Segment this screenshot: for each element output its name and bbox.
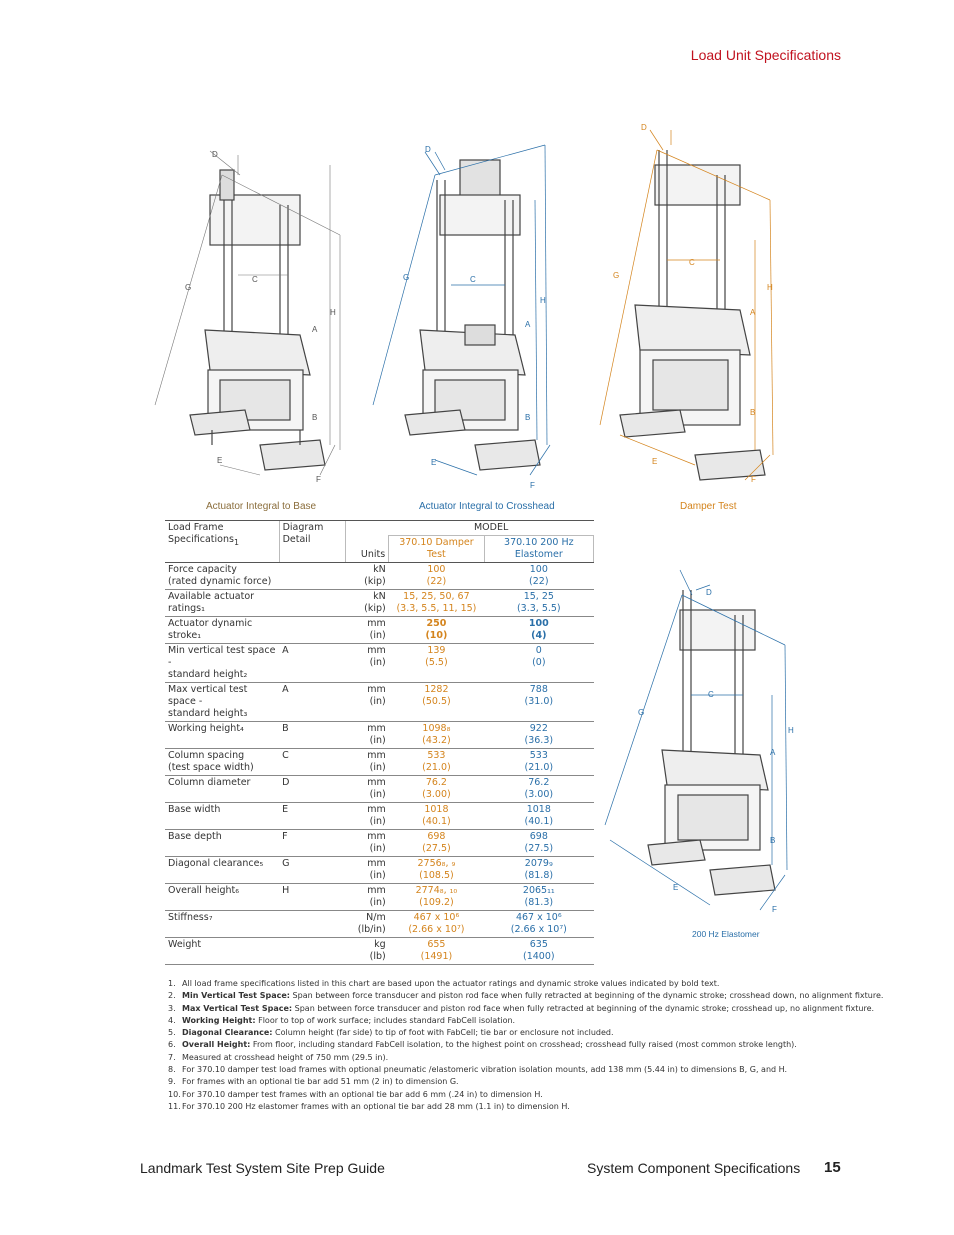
footnote-text: For frames with an optional tie bar add 51 mm (2 in) to dimension G. [182,1077,459,1087]
footnote-term: Min Vertical Test Space: [182,991,290,1001]
spec-cell [165,683,279,722]
frame-diagram-orange [595,120,795,495]
svg-text:C: C [689,258,695,267]
spec-cell [165,617,279,644]
damper-value-cell-line2: (3.00) [422,789,451,800]
table-row [165,617,594,644]
units-cell-line2: (in) [369,657,386,668]
elastomer-value-cell-line1: 100 [528,618,549,629]
elastomer-value-cell-line2: (1400) [523,951,555,962]
damper-value-cell [389,749,484,776]
footnote-number: 1. [168,979,176,988]
elastomer-value-cell-line1: 1018 [526,804,551,815]
diagram-cell-line1: H [282,885,290,896]
figure-actuator-integral-crosshead [365,140,565,495]
damper-value-cell-line1: 250 [426,618,447,629]
svg-text:A: A [750,308,756,317]
elastomer-value-cell-line1: 922 [529,723,548,734]
footnote-term: Working Height: [182,1015,256,1025]
units-cell [346,938,389,965]
damper-value-cell-line1: 76.2 [425,777,447,788]
damper-value-cell-line1: 100 [427,564,446,575]
svg-text:F: F [316,475,321,484]
elastomer-value-cell-line2: (36.3) [524,735,554,746]
svg-text:E: E [673,883,679,892]
units-cell [346,617,389,644]
diagram-cell [279,830,346,857]
table-row [165,590,594,617]
units-cell-line1: mm [367,831,386,842]
footnote [168,1076,808,1088]
svg-text:G: G [185,283,192,292]
footnote [168,1003,875,1015]
figure-200hz-elastomer [600,565,800,925]
spec-cell-line1: Base width [168,804,221,815]
damper-value-cell [389,644,484,683]
damper-value-cell-line1: 655 [427,939,446,950]
header-model: MODEL [389,521,594,536]
footnote [168,990,884,1002]
damper-value-cell-line2: (21.0) [422,762,451,773]
units-cell [346,749,389,776]
units-cell-line1: mm [367,858,386,869]
elastomer-value-cell-line2: (2.66 x 10⁷) [510,924,567,935]
units-cell-line1: mm [367,777,386,788]
units-cell-line2: (in) [369,870,386,881]
spec-cell-line2: (test space width) [168,762,254,773]
units-cell-line1: mm [367,723,386,734]
footnote-term: Diagonal Clearance: [182,1028,273,1038]
diagram-cell [279,749,346,776]
page-number: 15 [824,1159,841,1176]
svg-text:F: F [530,481,535,490]
spec-cell-line1: Diagonal clearance₅ [168,858,264,869]
footnote-text: All load frame specifications listed in this chart are based upon the actuator ratings and dynamic stroke values indicated by bold text. [182,979,720,988]
damper-value-cell-line1: 1282 [424,684,449,695]
svg-text:B: B [525,413,531,422]
elastomer-value-cell-line1: 2079₉ [524,858,553,869]
diagram-cell [279,857,346,884]
footnote-text: From floor, including standard FabCell isolation, to the highest point on crosshead; crosshead fully raised (most common stroke length). [250,1040,797,1050]
spec-cell [165,749,279,776]
units-cell-line2: (lb) [369,951,386,962]
elastomer-value-cell [484,803,593,830]
svg-text:H: H [767,283,773,292]
spec-cell [165,563,279,590]
damper-value-cell [389,563,484,590]
elastomer-value-cell-line1: 100 [529,564,548,575]
footnote [168,1052,808,1064]
damper-value-cell-line1: 2756₈, ₉ [417,858,456,869]
elastomer-value-cell-line1: 788 [529,684,548,695]
table-row [165,563,594,590]
units-cell [346,884,389,911]
damper-value-cell [389,911,484,938]
elastomer-value-cell [484,617,593,644]
diagram-cell-line1: B [282,723,289,734]
damper-value-cell-line1: 698 [427,831,446,842]
svg-text:H: H [330,308,336,317]
frame-diagram-blue [365,140,565,495]
units-cell-line2: (in) [369,735,386,746]
svg-text:E: E [652,457,658,466]
units-cell [346,857,389,884]
diagram-cell-line1: A [282,684,289,695]
caption-fig1: Actuator Integral to Base [206,501,317,512]
elastomer-value-cell [484,722,593,749]
units-cell [346,590,389,617]
units-cell [346,776,389,803]
spec-cell [165,911,279,938]
header-diagram: Diagram Detail [279,521,346,563]
spec-cell [165,884,279,911]
spec-cell-line2: (rated dynamic force) [168,576,272,587]
damper-value-cell [389,722,484,749]
header-damper: 370.10 Damper Test [389,536,484,563]
table-row [165,830,594,857]
table-row [165,884,594,911]
footnote-text: Measured at crosshead height of 750 mm (29.5 in). [182,1052,389,1062]
elastomer-value-cell-line2: (22) [529,576,549,587]
diagram-cell-line1: G [282,858,290,869]
elastomer-value-cell-line2: (3.00) [524,789,554,800]
damper-value-cell-line2: (5.5) [425,657,448,668]
diagram-cell-line1: A [282,645,289,656]
diagram-cell [279,617,346,644]
spec-cell-line1: Min vertical test space - [168,645,276,668]
spec-cell [165,830,279,857]
elastomer-value-cell-line2: (81.8) [524,870,554,881]
spec-cell [165,644,279,683]
svg-text:G: G [613,271,620,280]
caption-fig2: Actuator Integral to Crosshead [419,501,555,512]
spec-cell-line1: Overall height₆ [168,885,240,896]
header-elastomer: 370.10 200 Hz Elastomer [484,536,593,563]
footnote-term: Max Vertical Test Space: [182,1003,293,1013]
footnote-number: 2. [168,991,176,1001]
table-row [165,683,594,722]
svg-text:C: C [708,690,714,699]
footnote [168,1089,808,1101]
elastomer-value-cell [484,563,593,590]
footnote [168,1015,808,1027]
footnote [168,1039,808,1051]
header-units: Units [346,521,389,563]
table-row [165,776,594,803]
table-row [165,803,594,830]
footnote-text: Floor to top of work surface; includes standard FabCell isolation. [255,1015,516,1025]
spec-cell-line1: Stiffness₇ [168,912,213,923]
elastomer-value-cell [484,683,593,722]
elastomer-value-cell [484,776,593,803]
damper-value-cell-line2: (3.3, 5.5, 11, 15) [396,603,477,614]
spec-cell-line1: Actuator dynamic stroke₁ [168,618,253,641]
svg-text:B: B [770,836,776,845]
section-title: Load Unit Specifications [690,47,841,63]
damper-value-cell-line2: (40.1) [422,816,451,827]
units-cell-line2: (in) [369,630,386,641]
damper-value-cell [389,803,484,830]
diagram-cell [279,590,346,617]
spec-cell-line1: Working height₄ [168,723,244,734]
elastomer-value-cell-line1: 533 [529,750,548,761]
units-cell [346,830,389,857]
svg-text:H: H [788,726,794,735]
damper-value-cell-line2: (27.5) [422,843,451,854]
damper-value-cell [389,776,484,803]
damper-value-cell-line1: 139 [427,645,446,656]
elastomer-value-cell-line1: 635 [529,939,548,950]
units-cell-line1: kg [374,939,386,950]
diagram-cell-line1: E [282,804,289,815]
frame-diagram-gray [150,145,350,495]
diagram-cell-line1: C [282,750,289,761]
elastomer-value-cell [484,749,593,776]
damper-value-cell-line2: (1491) [420,951,453,962]
footnote-number: 8. [168,1065,176,1075]
footnote-text: Span between force transducer and piston rod face when fully retracted at beginning of the dynamic stroke; crosshead down, no alignment fixture. [290,991,884,1001]
diagram-cell [279,884,346,911]
figure-actuator-integral-base [150,145,350,495]
svg-text:H: H [540,296,546,305]
frame-diagram-elastomer [600,565,800,925]
damper-value-cell [389,617,484,644]
spec-cell-line1: Base depth [168,831,222,842]
svg-text:E: E [431,458,437,467]
elastomer-value-cell-line1: 698 [529,831,548,842]
table-row [165,749,594,776]
diagram-cell [279,776,346,803]
diagram-cell [279,563,346,590]
units-cell-line2: (in) [369,843,386,854]
damper-value-cell-line2: (22) [426,576,447,587]
svg-text:C: C [470,275,476,284]
elastomer-value-cell-line1: 76.2 [528,777,550,788]
elastomer-value-cell-line2: (81.3) [524,897,554,908]
diagram-cell-line1: F [282,831,288,842]
elastomer-value-cell [484,830,593,857]
elastomer-value-cell [484,644,593,683]
spec-cell-line1: Max vertical test space - [168,684,248,707]
elastomer-value-cell-line1: 15, 25 [523,591,554,602]
footnote-text: Column height (far side) to tip of foot with FabCell; tie bar or enclosure not included. [272,1028,614,1038]
elastomer-value-cell [484,590,593,617]
spec-cell [165,722,279,749]
elastomer-value-cell [484,857,593,884]
units-cell-line2: (in) [369,789,386,800]
footnote-number: 11. [168,1101,181,1111]
svg-text:B: B [312,413,318,422]
footnote-text: For 370.10 damper test load frames with optional pneumatic /elastomeric vibration isolation mounts, add 138 mm (5.44 in) to dimensions B, G, and H. [182,1065,788,1075]
footnote-text: For 370.10 200 Hz elastomer frames with an optional tie bar add 28 mm (1.1 in) to dimension H. [182,1101,570,1111]
units-cell-line1: kN [373,591,386,602]
footnote-number: 10. [168,1089,181,1099]
damper-value-cell-line2: (10) [425,630,448,641]
damper-value-cell-line1: 2774₈, ₁₀ [415,885,458,896]
figure-damper-test [595,120,795,495]
spec-cell [165,590,279,617]
svg-text:B: B [750,408,756,417]
elastomer-value-cell-line2: (3.3, 5.5) [516,603,561,614]
diagram-cell [279,644,346,683]
spec-cell-line2: standard height₂ [168,669,248,680]
units-cell-line2: (lb/in) [357,924,386,935]
spec-cell-line2: standard height₃ [168,708,248,719]
units-cell-line1: mm [367,804,386,815]
footnote-number: 6. [168,1040,176,1050]
units-cell-line2: (in) [369,816,386,827]
spec-cell-line1: Available actuator ratings₁ [168,591,255,614]
diagram-cell-line1: D [282,777,290,788]
footnote-number: 5. [168,1028,176,1038]
elastomer-value-cell-line2: (4) [531,630,547,641]
units-cell-line2: (in) [369,897,386,908]
damper-value-cell-line1: 15, 25, 50, 67 [403,591,470,602]
svg-text:A: A [770,748,776,757]
units-cell [346,911,389,938]
damper-value-cell-line1: 533 [427,750,446,761]
footnote-number: 4. [168,1015,176,1025]
svg-text:A: A [312,325,318,334]
damper-value-cell-line2: (50.5) [422,696,451,707]
units-cell-line1: kN [373,564,386,575]
elastomer-value-cell [484,911,593,938]
table-row [165,911,594,938]
damper-value-cell [389,830,484,857]
footnote-number: 7. [168,1052,176,1062]
units-cell-line1: N/m [366,912,386,923]
damper-value-cell-line2: (2.66 x 10⁷) [408,924,465,935]
footnote-number: 9. [168,1077,176,1087]
elastomer-value-cell-line2: (27.5) [524,843,554,854]
table-row [165,857,594,884]
elastomer-value-cell [484,938,593,965]
damper-value-cell-line1: 467 x 10⁶ [413,912,460,923]
svg-text:F: F [772,905,777,914]
svg-text:D: D [641,123,647,132]
svg-text:F: F [751,475,756,484]
footnote-text: Span between force transducer and piston rod face when fully retracted at beginning of the dynamic stroke; crosshead up, no alignment fixture. [292,1003,875,1013]
spec-cell [165,803,279,830]
units-cell-line1: mm [367,885,386,896]
footer-section: System Component Specifications [587,1160,801,1176]
damper-value-cell-line2: (43.2) [422,735,451,746]
footnote-text: For 370.10 damper test frames with an optional tie bar add 6 mm (.24 in) to dimension H. [182,1089,543,1099]
elastomer-value-cell-line2: (40.1) [524,816,554,827]
specifications-table [165,520,594,965]
units-cell-line1: mm [367,684,386,695]
elastomer-value-cell [484,884,593,911]
units-cell [346,644,389,683]
units-cell-line2: (kip) [364,576,386,587]
units-cell [346,683,389,722]
footnote-term: Overall Height: [182,1040,251,1050]
footnote [168,978,808,990]
spec-cell [165,857,279,884]
damper-value-cell [389,683,484,722]
table-row [165,938,594,965]
units-cell [346,803,389,830]
header-spec: Load Frame Specifications$_1$ [165,521,279,563]
svg-text:A: A [525,320,531,329]
diagram-cell [279,938,346,965]
elastomer-value-cell-line1: 0 [535,645,542,656]
footnote [168,1064,808,1076]
damper-value-cell-line1: 1018 [424,804,449,815]
footnote [168,1101,808,1113]
table-row [165,644,594,683]
footer-doc-title: Landmark Test System Site Prep Guide [140,1160,385,1176]
table-row [165,722,594,749]
elastomer-value-cell-line1: 2065₁₁ [522,885,555,896]
elastomer-value-cell-line2: (21.0) [524,762,554,773]
units-cell-line1: mm [367,618,386,629]
damper-value-cell-line2: (108.5) [419,870,454,881]
elastomer-value-cell-line2: (0) [532,657,546,668]
spec-cell [165,776,279,803]
units-cell-line2: (kip) [364,603,386,614]
units-cell-line2: (in) [369,762,386,773]
damper-value-cell-line1: 1098₈ [422,723,451,734]
footnote-number: 3. [168,1003,176,1013]
units-cell-line1: mm [367,645,386,656]
spec-cell [165,938,279,965]
svg-text:D: D [425,145,431,154]
diagram-cell [279,803,346,830]
diagram-cell [279,722,346,749]
elastomer-value-cell-line2: (31.0) [524,696,554,707]
diagram-cell [279,911,346,938]
caption-fig4: 200 Hz Elastomer [692,929,760,939]
caption-fig3: Damper Test [680,501,737,512]
damper-value-cell [389,884,484,911]
units-cell-line1: mm [367,750,386,761]
spec-cell-line1: Column diameter [168,777,251,788]
damper-value-cell [389,590,484,617]
svg-text:G: G [638,708,645,717]
elastomer-value-cell-line1: 467 x 10⁶ [515,912,562,923]
spec-cell-line1: Weight [168,939,202,950]
units-cell [346,722,389,749]
svg-text:E: E [217,456,223,465]
footnote [168,1027,808,1039]
units-cell [346,563,389,590]
svg-text:G: G [403,273,410,282]
spec-cell-line1: Column spacing [168,750,245,761]
diagram-cell [279,683,346,722]
footnotes [168,978,884,1113]
units-cell-line2: (in) [369,696,386,707]
damper-value-cell-line2: (109.2) [419,897,454,908]
svg-text:D: D [706,588,712,597]
damper-value-cell [389,857,484,884]
spec-cell-line1: Force capacity [168,564,237,575]
svg-text:C: C [252,275,258,284]
damper-value-cell [389,938,484,965]
svg-text:D: D [212,150,218,159]
